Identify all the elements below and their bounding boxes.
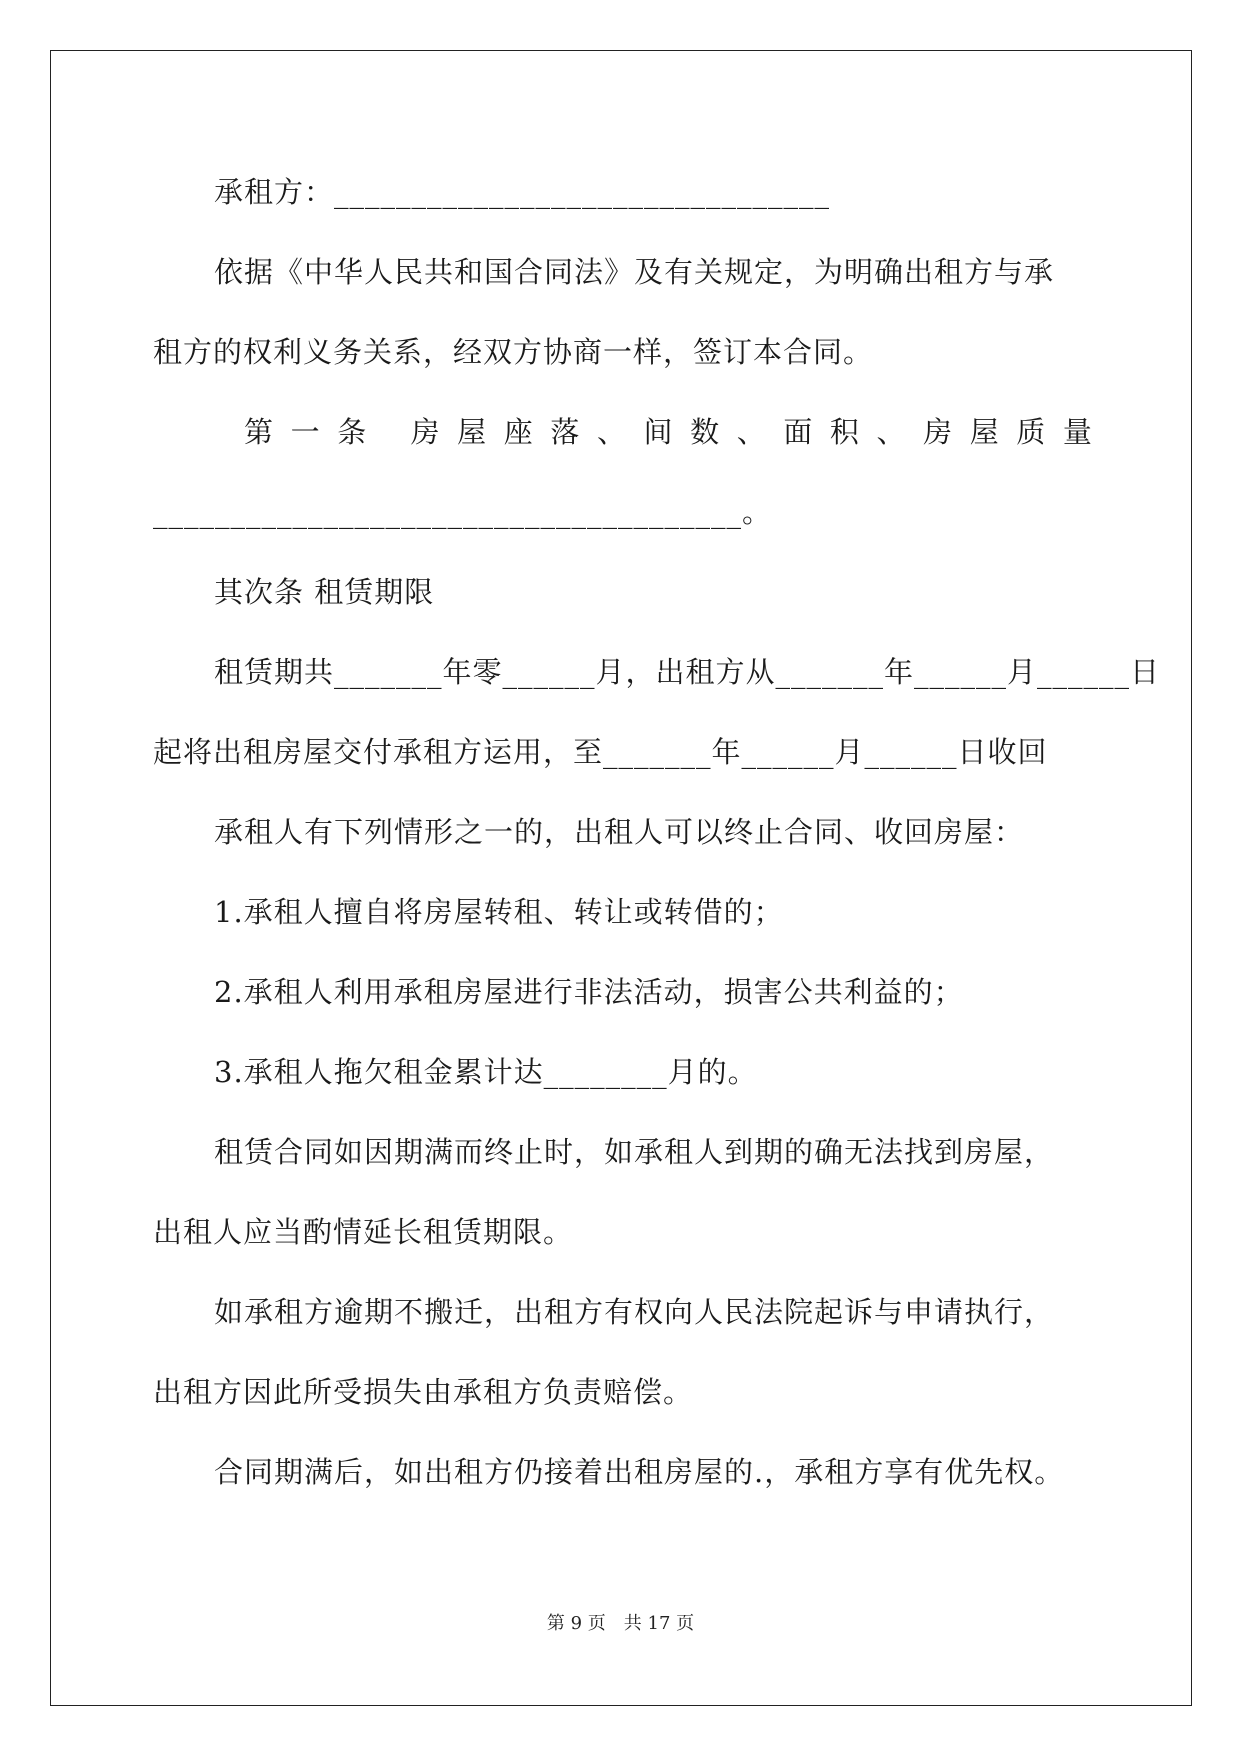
article-one-char: 房 — [923, 415, 954, 449]
article-one-char — [384, 412, 394, 452]
article-one-char: 屋 — [457, 415, 488, 449]
article-one-char: 、 — [736, 415, 767, 449]
article-one-char: 屋 — [969, 415, 1000, 449]
paragraph-intro-line-1: 依据《中华人民共和国合同法》及有关规定，为明确出租方与承 — [214, 255, 1055, 289]
article-one-char: 质 — [1016, 415, 1047, 449]
termination-item-2: 2.承租人利用承租房屋进行非法活动，损害公共利益的； — [214, 975, 964, 1009]
article-one-char: 量 — [1062, 415, 1093, 449]
article-one-char: 间 — [643, 415, 674, 449]
article-one-char: 落 — [550, 415, 581, 449]
article-one-char: 第 — [244, 415, 275, 449]
article-one-char: 一 — [290, 415, 321, 449]
termination-item-3: 3.承租人拖欠租金累计达________月的。 — [214, 1055, 758, 1089]
expiry-paragraph-line-1: 租赁合同如因期满而终止时，如承租人到期的确无法找到房屋， — [214, 1135, 1055, 1169]
termination-intro: 承租人有下列情形之一的，出租人可以终止合同、收回房屋： — [214, 815, 1025, 849]
page-number: 第 9 页 共 17 页 — [546, 1613, 695, 1634]
article-one-char: 数 — [690, 415, 721, 449]
priority-paragraph: 合同期满后，如出租方仍接着出租房屋的.，承租方享有优先权。 — [214, 1455, 1065, 1489]
lease-term-line-2: 起将出租房屋交付承租方运用，至_______年______月______日收回 — [153, 735, 1048, 769]
lease-term-line-1: 租赁期共_______年零______月，出租方从_______年______月______日 — [214, 655, 1161, 689]
tenant-line: 承租方：________________________________ — [214, 175, 831, 209]
article-one-heading — [244, 412, 1093, 452]
article-one-char: 条 — [337, 415, 368, 449]
article-one-char: 面 — [783, 415, 814, 449]
article-one-blank: ______________________________________。 — [153, 495, 773, 529]
overdue-paragraph-line-1: 如承租方逾期不搬迁，出租方有权向人民法院起诉与申请执行， — [214, 1295, 1055, 1329]
article-one-char: 座 — [503, 415, 534, 449]
article-one-char: 房 — [410, 415, 441, 449]
article-two-heading: 其次条 租赁期限 — [214, 575, 435, 609]
article-one-char: 、 — [596, 415, 627, 449]
expiry-paragraph-line-2: 出租人应当酌情延长租赁期限。 — [153, 1215, 574, 1249]
article-one-char: 、 — [876, 415, 907, 449]
overdue-paragraph-line-2: 出租方因此所受损失由承租方负责赔偿。 — [153, 1375, 694, 1409]
paragraph-intro-line-2: 租方的权利义务关系，经双方协商一样，签订本合同。 — [153, 335, 874, 369]
article-one-char: 积 — [829, 415, 860, 449]
termination-item-1: 1.承租人擅自将房屋转租、转让或转借的； — [214, 895, 784, 929]
